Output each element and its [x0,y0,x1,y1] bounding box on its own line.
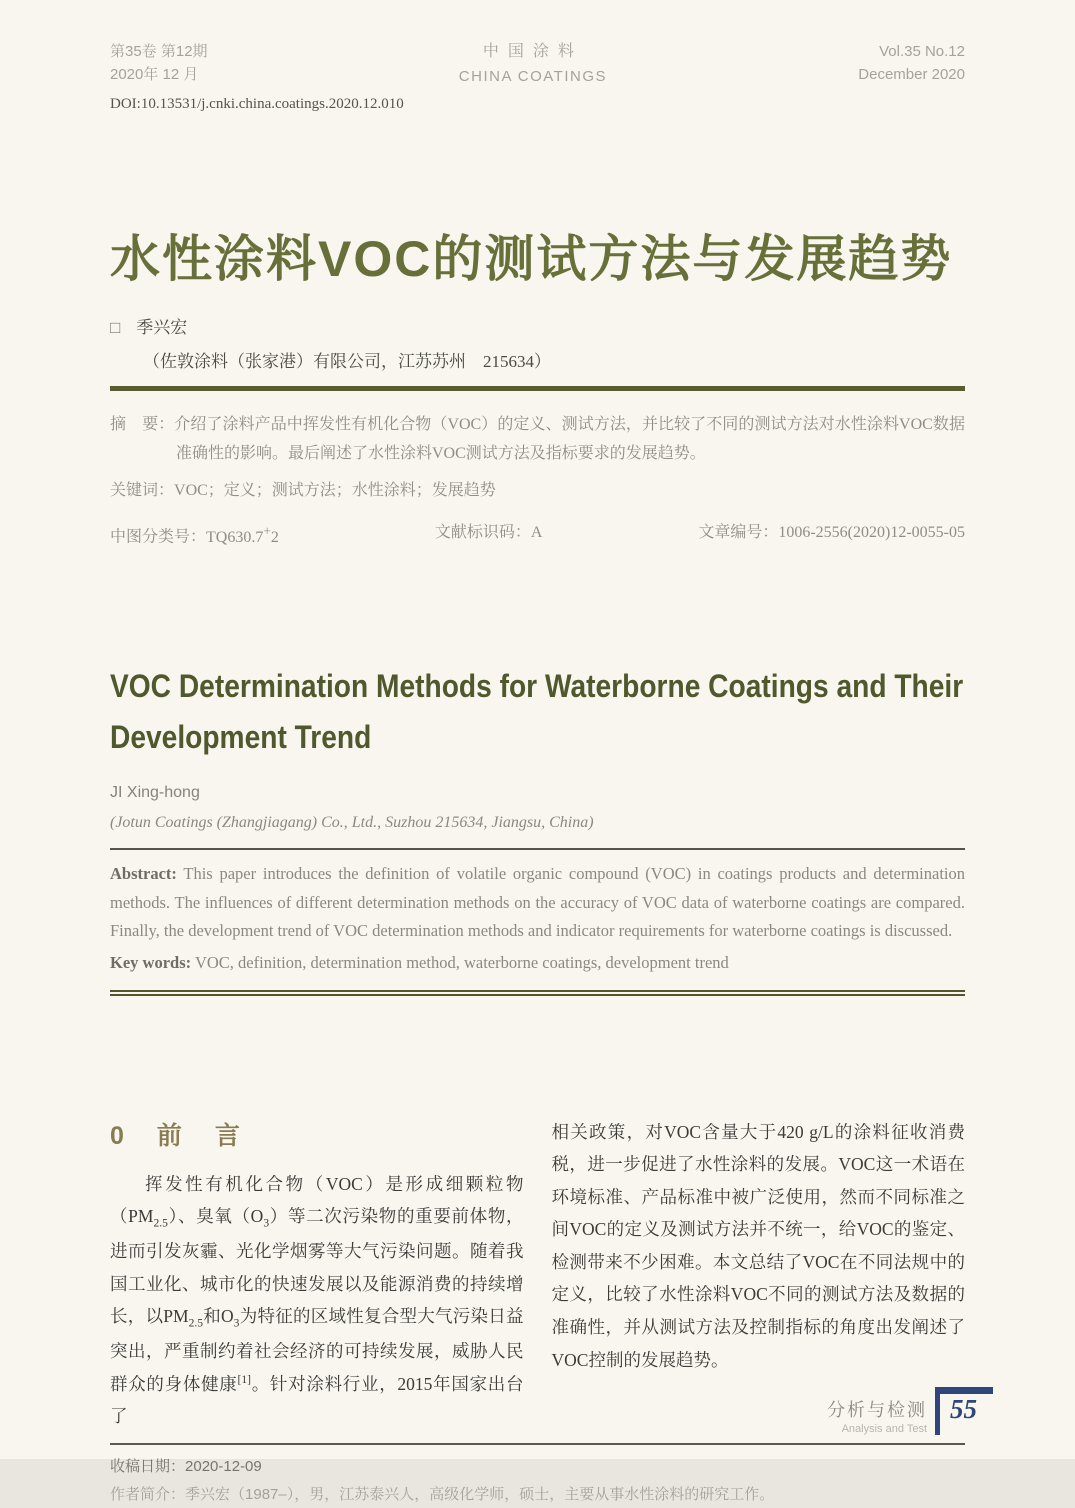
section-heading-intro: 0 前 言 [110,1121,244,1150]
abstract-en [110,860,965,945]
author-bio-line [110,1481,965,1508]
doi-line: DOI:10.13531/j.cnki.china.coatings.2020.12.010 [110,96,404,113]
author-bio-text: 季兴宏（1987–），男，江苏泰兴人，高级化学师，硕士，主要从事水性涂料的研究工作。 [185,1485,775,1503]
article-id [698,519,965,552]
intro-paragraph-right: 相关政策，对VOC含量大于420 g/L的涂料征收消费税，进一步促进了水性涂料的发展。VOC这一术语在环境标准、产品标准中被广泛使用，然而不同标准之间VOC的定义及测试方法并不统一，给VOC的鉴定、检测带来不少困难。本文总结了VOC在不同法规中的定义，比较了水性涂料VOC不同的测试方法及数据的准确性，并从测试方法及控制指标的角度出发阐述了VOC控制的发展趋势。 [551,1121,965,1370]
abstract-block-en [110,860,965,978]
clc-value: TQ630.7+2 [206,523,279,546]
header-left [110,40,208,87]
article-id-value: 1006-2556(2020)12-0055-05 [778,524,965,542]
left-column [110,1116,524,1433]
article-id-label: 文章编号： [698,524,779,542]
author-bio-label: 作者简介： [110,1485,186,1503]
received-date-value: 2020-12-09 [185,1457,262,1475]
page-number-bracket [935,1387,993,1435]
affiliation-cn: （佐敦涂料（张家港）有限公司，江苏苏州 215634） [143,352,551,372]
intro-paragraph-left: 挥发性有机化合物（VOC）是形成细颗粒物$(PM_{2.5})$、臭氧$(O_3)$等二次污染物的重要前体物，进而引发灰霾、光化学烟雾等大气污染问题。随着我国工业化、城市化的快速发展以及能源消费的持续增长，以$PM_{2.5}$和$O_3$为特征的区域性复合型大气污染日益突出，严重制约着社会经济的可持续发展，威胁人民群众的身体健康[1]。针对涂料行业，2015年国家出台了 [110,1173,524,1427]
abstract-label-en: Abstract: [110,864,177,884]
divider-thick-olive [110,386,965,391]
abstract-text-en: This paper introduces the definition of volatile organic compound (VOC) in coatings products and determination methods. The influences of different determination methods on the accuracy of VOC data of waterborne coatings are compared. Finally, the development trend of VOC determination methods and indicator requirements for waterborne coatings is discussed. [110,864,966,940]
clc-label: 中图分类号： [110,528,207,546]
keywords-label-cn: 关键词： [110,481,175,499]
author-marker-square: □ [110,318,121,338]
keywords-cn: VOC；定义；测试方法；水性涂料；发展趋势 [174,481,496,499]
abstract-label-cn: 摘 要： [110,416,175,434]
page-number: 55 [950,1394,977,1424]
document-code-value: A [530,524,543,542]
abstract-cn [110,411,965,469]
right-column [552,1116,966,1433]
author-name-en: JI Xing-hong [110,784,200,802]
header-right [858,40,965,87]
body-columns [110,1116,965,1433]
keywords-en: VOC, definition, determination method, waterborne coatings, development trend [194,953,729,973]
column-title-en: Analysis and Test [841,1423,927,1435]
document-code-label: 文献标识码： [434,524,531,542]
journal-name-cn: 中国涂料 [482,43,583,60]
column-title [827,1396,927,1435]
divider-double-olive [110,990,965,996]
footnote-block [110,1453,965,1508]
author-line-cn [110,313,965,338]
issue-date-en: December 2020 [858,66,965,84]
keywords-label-en: Key words: [110,953,192,973]
volume-issue-cn: 第35卷 第12期 [110,43,208,60]
keywords-en-line [110,949,965,977]
author-name-cn: 季兴宏 [136,318,188,338]
article-title-cn: 水性涂料VOC的测试方法与发展趋势 [110,231,953,288]
abstract-block-cn [110,411,965,553]
page-footer [827,1387,993,1435]
keywords-cn-line [110,477,965,506]
received-date-label: 收稿日期： [110,1457,186,1475]
volume-issue-en: Vol.35 No.12 [879,43,965,60]
journal-header [110,40,965,88]
document-code [435,519,543,552]
received-date-line [110,1453,965,1481]
classification-row [110,519,965,552]
footnote-divider [110,1443,965,1445]
divider-thin [110,848,965,850]
abstract-text-cn: 介绍了涂料产品中挥发性有机化合物（VOC）的定义、测试方法，并比较了不同的测试方法对水性涂料VOC数据准确性的影响。最后阐述了水性涂料VOC测试方法及指标要求的发展趋势。 [174,416,965,462]
column-title-cn: 分析与检测 [827,1400,927,1420]
issue-date-cn: 2020年 12 月 [110,66,199,84]
journal-name-en: CHINA COATINGS [458,67,608,85]
header-center [459,40,607,88]
affiliation-en: (Jotun Coatings (Zhangjiagang) Co., Ltd., Suzhou 215634, Jiangsu, China) [110,814,594,832]
article-title-en: VOC Determination Methods for Waterborne Coatings and Their Development Trend [110,667,964,756]
clc-number [110,519,279,552]
